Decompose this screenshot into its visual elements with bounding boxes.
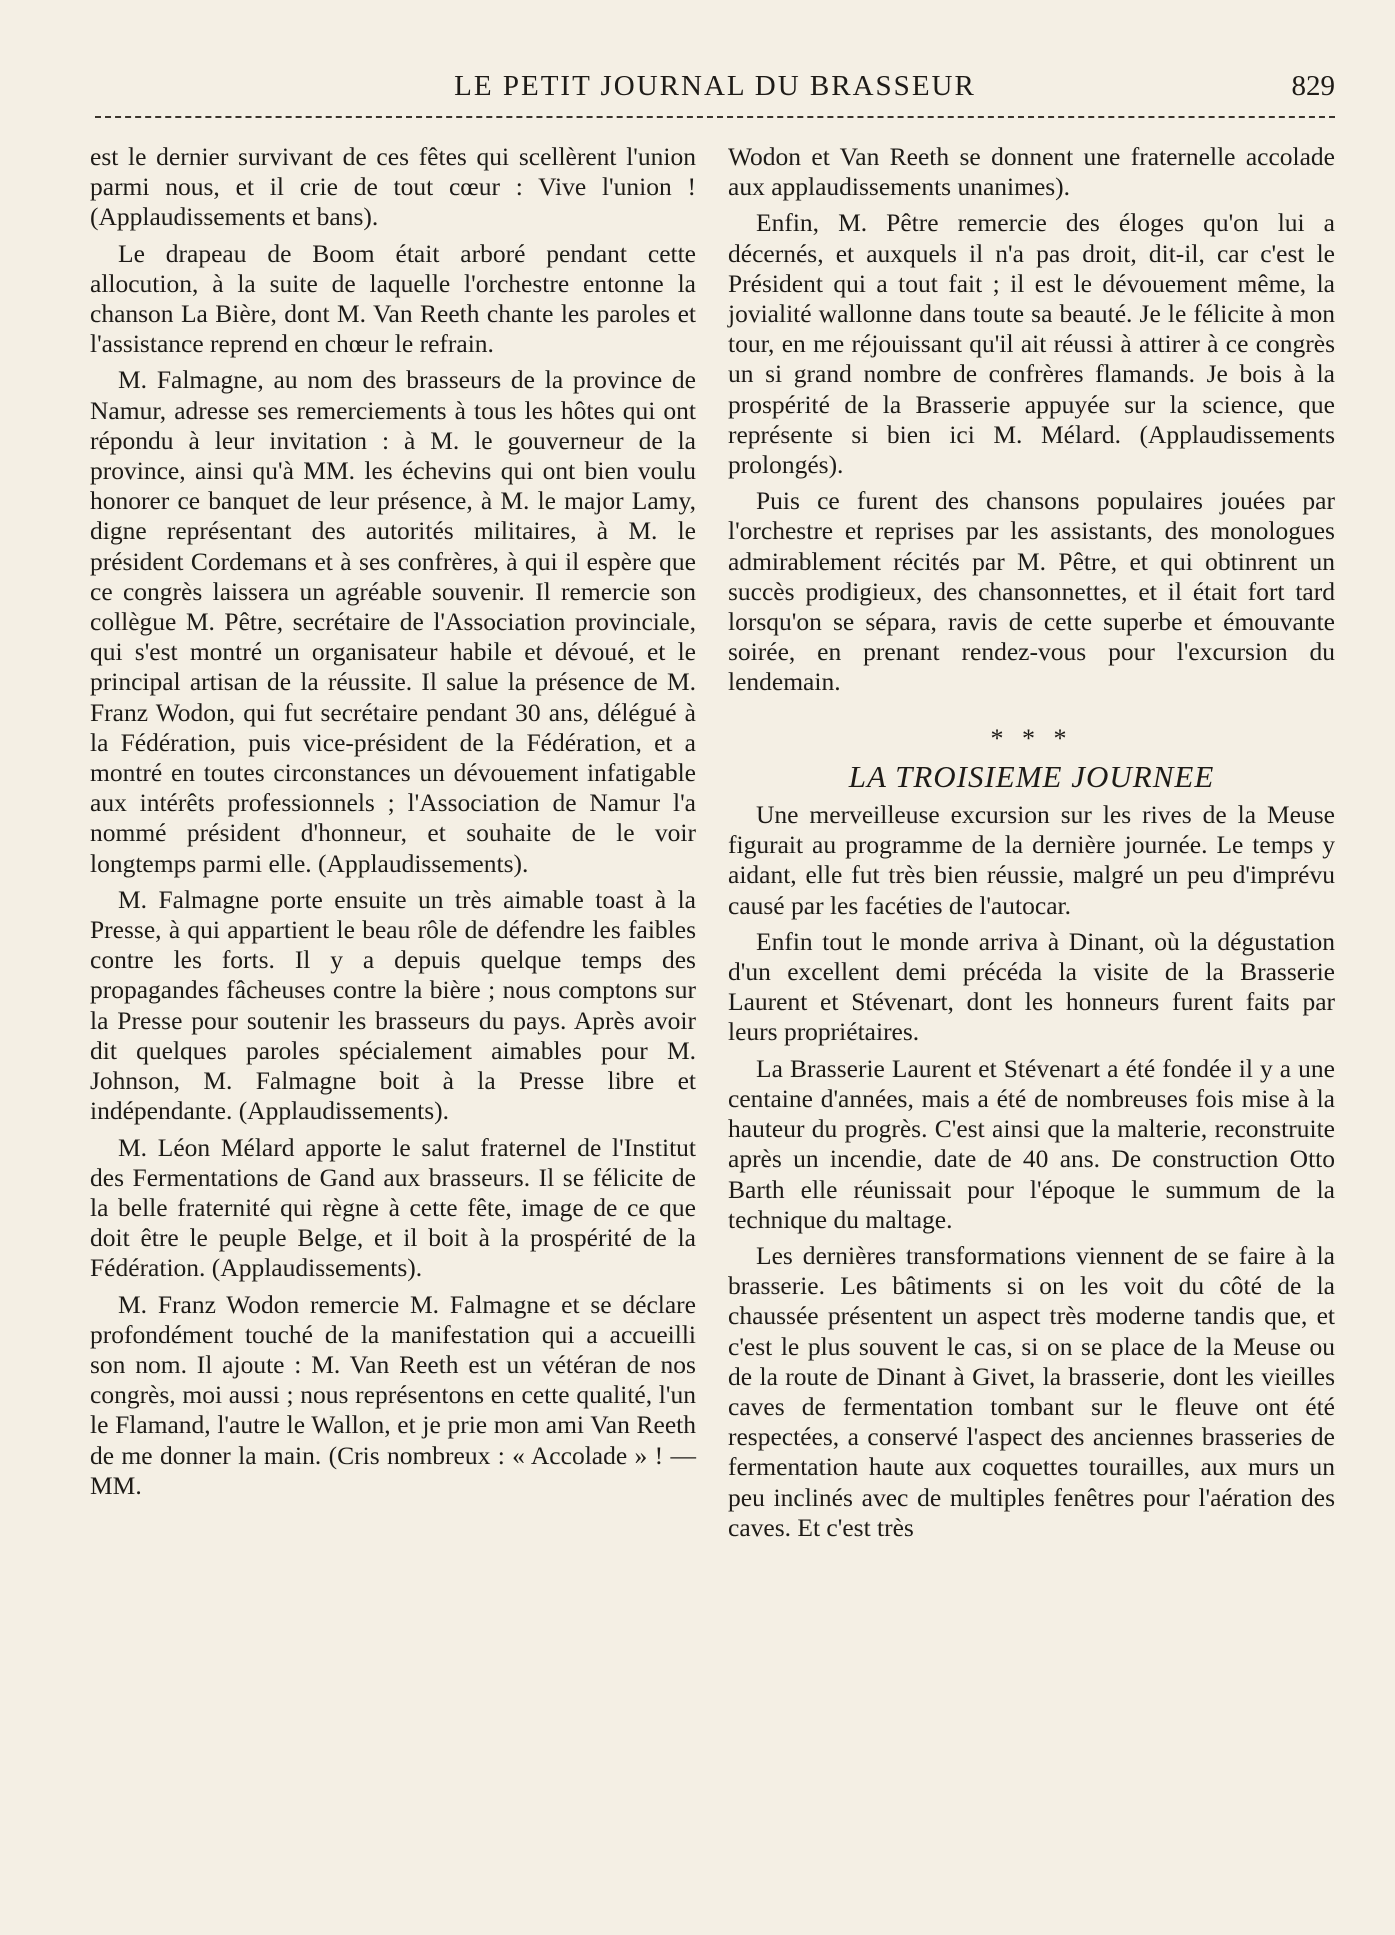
paragraph: Wodon et Van Reeth se donnent une fraternelle accolade aux applaudissements unanimes). [728, 142, 1335, 202]
paragraph: Puis ce furent des chansons populaires jouées par l'orchestre et reprises par les assistants, des monologues admirablement récités par M. Pêtre, et qui obtinrent un succès prodigieux, des chansonnettes, et il était fort tard lorsqu'on se sépara, ravis de cette superbe et émouvante soirée, en prenant rendez-vous pour l'excursion du lendemain. [728, 486, 1335, 697]
paragraph: Une merveilleuse excursion sur les rives de la Meuse figurait au programme de la dernière journée. Le temps y aidant, elle fut très bien réussie, malgré un peu d'imprévu causé par les facéties de l'autocar. [728, 800, 1335, 920]
paragraph: Enfin, M. Pêtre remercie des éloges qu'on lui a décernés, et auxquels il n'a pas droit, dit-il, car c'est le Président qui a tout fait ; il est le dévouement même, la jovialité wallonne dans toute sa beauté. Je le félicite à mon tour, en me réjouissant qu'il ait réussi à attirer à ce congrès un si grand nombre de confrères flamands. Je bois à la prospérité de la Brasserie appuyée sur la science, que représente si bien ici M. Mélard. (Applaudissements prolongés). [728, 208, 1335, 480]
page-number: 829 [1291, 70, 1335, 102]
paragraph: M. Franz Wodon remercie M. Falmagne et se déclare profondément touché de la manifestation qui a accueilli son nom. Il ajoute : M. Van Reeth est un vétéran de nos congrès, moi aussi ; nous représentons en cette qualité, l'un le Flamand, l'autre le Wallon, et je prie mon ami Van Reeth de me donner la main. (Cris nombreux : « Accolade » ! — MM. [90, 1289, 696, 1500]
right-column [728, 142, 1335, 1549]
journal-title: LE PETIT JOURNAL DU BRASSEUR [454, 70, 976, 102]
running-header [95, 70, 1335, 122]
paragraph: La Brasserie Laurent et Stévenart a été fondée il y a une centaine d'années, mais a été de nombreuses fois mise à la hauteur du progrès. C'est ainsi que la malterie, reconstruite après un incendie, date de 40 ans. De construction Otto Barth elle réunissait pour l'époque le summum de la technique du maltage. [728, 1053, 1335, 1234]
paragraph: Enfin tout le monde arriva à Dinant, où la dégustation d'un excellent demi précéda la visite de la Brasserie Laurent et Stévenart, dont les honneurs furent faits par leurs propriétaires. [728, 926, 1335, 1047]
section-heading: LA TROISIEME JOURNEE [848, 758, 1215, 794]
paragraph: M. Léon Mélard apporte le salut fraternel de l'Institut des Fermentations de Gand aux brasseurs. Il se félicite de la belle fraternité qui règne à cette fête, image de ce que doit être le peuple Belge, et il boit à la prospérité de la Fédération. (Applaudissements). [90, 1132, 696, 1283]
section-separator: * * * [990, 723, 1073, 753]
paragraph: Le drapeau de Boom était arboré pendant cette allocution, à la suite de laquelle l'orchestre entonne la chanson La Bière, dont M. Van Reeth chante les paroles et l'assistance reprend en chœur le refrain. [90, 238, 696, 359]
left-column [90, 142, 696, 1507]
paragraph: est le dernier survivant de ces fêtes qui scellèrent l'union parmi nous, et il crie de tout cœur : Vive l'union ! (Applaudissements et bans). [90, 142, 696, 232]
header-rule [95, 116, 1335, 118]
paragraph: M. Falmagne, au nom des brasseurs de la province de Namur, adresse ses remerciements à tous les hôtes qui ont répondu à leur invitation : à M. le gouverneur de la province, ainsi qu'à MM. les échevins qui ont bien voulu honorer ce banquet de leur présence, à M. le major Lamy, digne représentant des autorités militaires, à M. le président Cordemans et à ses confrères, à qui il espère que ce congrès laissera un agréable souvenir. Il remercie son collègue M. Pêtre, secrétaire de l'Association provinciale, qui s'est montré un organisateur habile et dévoué, et le principal artisan de la réussite. Il salue la présence de M. Franz Wodon, qui fut secrétaire pendant 30 ans, délégué à la Fédération, puis vice-président de la Fédération, et a montré en toutes circonstances un dévouement infatigable aux intérêts professionnels ; l'Association de Namur l'a nommé président d'honneur, et souhaite de le voir longtemps parmi elle. (Applaudissements). [90, 365, 696, 878]
paragraph: Les dernières transformations viennent de se faire à la brasserie. Les bâtiments si on les voit du côté de la chaussée présentent un aspect très moderne tandis que, et c'est le plus souvent le cas, si on se place de la Meuse ou de la route de Dinant à Givet, la brasserie, dont les vieilles caves de fermentation tombant sur le fleuve ont été respectées, a conservé l'aspect des anciennes brasseries de fermentation haute aux coquettes tourailles, aux murs un peu inclinés avec de multiples fenêtres pour l'aération des caves. Et c'est très [728, 1240, 1335, 1542]
paragraph: M. Falmagne porte ensuite un très aimable toast à la Presse, à qui appartient le beau rôle de défendre les faibles contre les forts. Il y a depuis quelque temps des propagandes fâcheuses contre la bière ; nous comptons sur la Presse pour soutenir les brasseurs du pays. Après avoir dit quelques paroles spécialement aimables pour M. Johnson, M. Falmagne boit à la Presse libre et indépendante. (Applaudissements). [90, 884, 696, 1126]
